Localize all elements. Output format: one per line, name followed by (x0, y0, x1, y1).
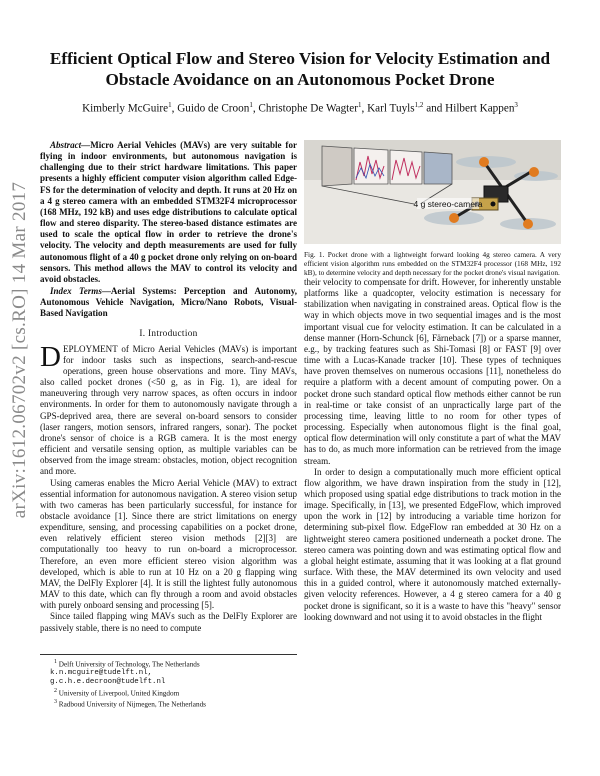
abstract-text: —Micro Aerial Vehicles (MAVs) are very suitable for flying in indoor environments, but autonomous navigation is challenging due to their strict hardware limitations. This paper presents a highly efficient computer vision algorithm called Edge-FS for the determination of velocity and depth. It runs at 20 Hz on a 4 g stereo camera with an embedded STM32F4 microprocessor (168 MHz, 192 kB) and uses edge distributions to calculate optical flow and stereo disparity. The stereo-based distance estimates are used to scale the optical flow in order to retrieve the drone's velocity. The velocity and depth measurements are used for fully autonomous flight of a 40 g pocket drone only relying on on-board sensors. This method allows the MAV to control its velocity and avoid obstacles. (40, 140, 297, 284)
paper-title: Efficient Optical Flow and Stereo Vision for Velocity Estimation and Obstacle Avoidance on an Autonomous Pocket Drone (49, 49, 551, 89)
section-heading: I. Introduction (139, 328, 198, 339)
arxiv-stamp (6, 140, 34, 560)
author-name: Kimberly McGuire (82, 102, 169, 115)
index-terms-text: —Aerial Systems: Perception and Autonomy, Autonomous Vehicle Navigation, Micro/Nano Robots, Visual-Based Navigation (40, 286, 298, 319)
footnote: $^3$ Radboud University of Nijmegen, The Netherlands (54, 698, 206, 709)
abstract (40, 140, 297, 285)
abstract-label: Abstract (50, 140, 82, 150)
intro-paragraph-1 (40, 340, 297, 478)
author-name: Hilbert Kappen (445, 102, 515, 115)
figure-1-caption: Fig. 1. Pocket drone with a lightweight forward looking 4g stereo camera. A very efficient vision algorithm runs embedded on the STM32F4 processor (168 MHz, 192 kB), to determine velocity and depth necessary for the pocket drone's visual navigation. (304, 250, 561, 277)
left-column (40, 140, 297, 634)
author-affiliation: 3 (514, 101, 518, 109)
author-name: Karl Tuyls (367, 102, 415, 115)
drop-cap: D (40, 340, 61, 373)
intro-paragraph-1-text: EPLOYMENT of Micro Aerial Vehicles (MAVs) is important for indoor tasks such as inspections, search-and-rescue operations, green house observations and more. Tiny MAVs, also called pocket drones (<50 g, as in Fig. 1), are ideal for maneuvering through very narrow spaces, as often occurs in indoor environments. In order for them to autonomously navigate through a GPS-deprived area, there are several on-board sensors to consider (laser rangers, motion sensors, infrared rangers, sonar). The pocket drone's sensor of choice is a RGB camera. It is the most energy efficient and versatile sensing option, as multiple variables can be observed from the image stream: obstacles, motion, object recognition and more. (40, 343, 297, 477)
author-affiliation: 1 (168, 101, 172, 109)
intro-paragraph-2: Using cameras enables the Micro Aerial Vehicle (MAV) to extract essential information for autonomous navigation. A stereo vision setup with two cameras has been particularly successful, for instance for obstacle avoidance [1]. Since there are strict limitations on energy expenditure, sensing, and processing capabilities on a pocket drone, even relatively efficient stereo vision methods [2][3] are computationally too heavy to run on-board a microprocessor. Therefore, an even more efficient stereo vision algorithm was developed, which is able to run at 10 Hz on a 20 g flapping wing MAV, the DelFly Explorer [4]. It is still the lightest fully autonomous MAV to this date, which can fly through a room and avoid obstacles with purely onboard sensing and processing [5]. (40, 477, 297, 611)
right-paragraph-2: In order to design a computationally much more efficient optical flow algorithm, we have drawn inspiration from the study in [12], which proposed using spatial edge distributions to track motion in the image. Specifically, in [13], we presented EdgeFlow, which improved upon the work in [12] by introducing a variable time horizon for determining sub-pixel flow. EdgeFlow ran embedded at 30 Hz on a lightweight stereo camera positioned underneath a pocket drone. The stereo camera was pointing down and was estimating optical flow and a global height estimate, assuming that it was looking at a flat ground surface. With these, the MAV determined its own velocity and used this in a guided control, where it autonomously matched externally-given velocity references. However, a 4 g stereo camera for a 40 g pocket drone is significant, so it is a waste to have this "heavy" sensor looking downward and not using it to avoid obstacles in the flight (304, 466, 561, 622)
figure-1-photo (304, 140, 561, 244)
author-affiliation: 1,2 (414, 101, 424, 109)
author-affiliation: 1 (357, 101, 362, 109)
footnote-email: k.n.mcguire@tudelft.nl, (50, 669, 153, 678)
index-terms (40, 286, 297, 319)
right-paragraph-1: their velocity to compensate for drift. However, for inherently unstable platforms like a quadcopter, velocity estimation is necessary for stabilization when navigating in constrained areas. Optical flow is the way in which objects move in two sequential images and is the most important visual cue for velocity estimation. It can be calculated in a dense manner (Horn-Schunck [6], Färneback [7]) or a sparse manner, e.g., by tracking features such as Shi-Tomasi [8] or FAST [9] over time with a Lucas-Kanade tracker [10]. These types of techniques have proven themselves on numerous occasions [11], nonetheless do require a platform with a decent amount of computing power. On a pocket drone such standard optical flow methods either cannot be run in real-time or take consist of an unpractically large part of the processing time, leaving little to no room for other types of processing. Especially when autonomous flight is the final goal, optical flow determination will only constitute a part of what the MAV has to do, as much more information can be retrieved from the image stream. (304, 277, 561, 466)
footnotes (40, 654, 297, 709)
footnote: $^1$ Delft University of Technology, The Netherlands (54, 659, 200, 669)
author-affiliation: 1 (249, 101, 253, 109)
author-name: Christophe De Wagter (258, 102, 358, 115)
right-column (304, 277, 561, 623)
author-list: Kimberly McGuire$^1$, Guido de Croon$^1$, Christophe De Wagter$^1$, Karl Tuyls$^{1,2}$ and Hilbert Kappen$^3$ (82, 101, 518, 115)
author-name: Guido de Croon (177, 102, 250, 115)
arxiv-id: arXiv:1612.06702v2 [cs.RO] 14 Mar 2017 (9, 181, 30, 519)
index-terms-label: Index Terms (50, 286, 102, 297)
footnote: $^2$ University of Liverpool, United Kingdom (54, 687, 180, 698)
footnote-email: g.c.h.e.decroon@tudelft.nl (50, 677, 166, 686)
figure-image-label: 4 g stereo-camera (413, 199, 483, 209)
intro-paragraph-3: Since tailed flapping wing MAVs such as the DelFly Explorer are passively stable, there is no need to compute (40, 611, 297, 633)
